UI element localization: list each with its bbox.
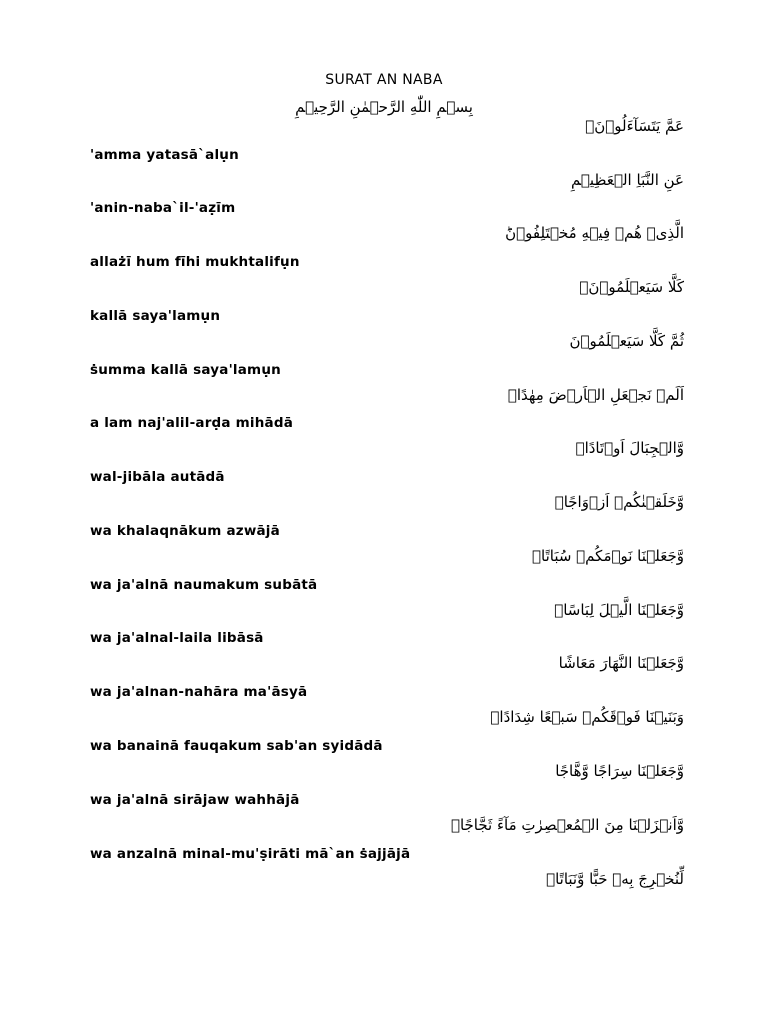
verse-arabic: اَلَمۡ نَجۡعَلِ الۡاَرۡضَ مِهٰدًاۙ [507,386,684,404]
verse-arabic: وَّاَنۡزَلۡنَا مِنَ الۡمُعۡصِرٰتِ مَآءً ثَجَّاجًاۙ [450,816,684,834]
verse-arabic: وَّجَعَلۡنَا نَوۡمَكُمۡ سُبَاتًاۙ [532,547,684,565]
verse-arabic: لِّنُخۡرِجَ بِهٖ حَبًّا وَّنَبَاتًاۙ [546,870,684,888]
verse-latin: wa ja'alnā sirājaw wahhājā [90,792,300,808]
verse-latin: wa ja'alnan-nahāra ma'āsyā [90,684,308,700]
verse-arabic: كَلَّا سَيَعۡلَمُوۡنَۙ [579,278,684,296]
verse-latin: ṡumma kallā saya'lamụn [90,362,281,378]
verse-latin: 'amma yatasā`alụn [90,147,239,163]
verse-arabic: وَّخَلَقۡنٰكُمۡ اَزۡوَاجًاۙ [554,493,684,511]
verse-arabic: وَّالۡجِبَالَ اَوۡتَادًاۙ [575,439,684,457]
verse-latin: wa ja'alnā naumakum subātā [90,577,318,593]
verse-latin: kallā saya'lamụn [90,308,221,324]
verse-latin: wa khalaqnākum azwājā [90,523,280,539]
verse-arabic: وَّجَعَلۡنَا النَّهَارَ مَعَاشًا [558,654,684,672]
verse-latin: 'anin-naba`il-'aẓīm [90,200,236,216]
verse-arabic: الَّذِىۡ هُمۡ فِيۡهِ مُخۡتَلِفُوۡنَؕ [505,224,684,242]
verse-arabic: وَبَنَيۡنَا فَوۡقَكُمۡ سَبۡعًا شِدَادًاۙ [490,708,684,726]
verse-arabic: وَّجَعَلۡنَا سِرَاجًا وَّهَّاجًا [555,762,684,780]
verse-latin: a lam naj'alil-arḍa mihādā [90,415,294,431]
verse-arabic: ثُمَّ كَلَّا سَيَعۡلَمُوۡنَ [569,332,684,350]
document-title: SURAT AN NABA [325,72,443,88]
verse-arabic: عَنِ النَّبَاِ الۡعَظِيۡمِ [570,171,684,189]
verse-arabic: عَمَّ يَتَسَآءَلُوۡنَۚ [585,117,684,135]
basmala: بِسۡمِ اللّٰهِ الرَّحۡمٰنِ الرَّحِيۡمِ [295,98,473,116]
verse-latin: wa banainā fauqakum sab'an syidādā [90,738,383,754]
verse-arabic: وَّجَعَلۡنَا الَّيۡلَ لِبَاسًاۙ [554,601,684,619]
verse-latin: wal-jibāla autādā [90,469,225,485]
verse-latin: allażī hum fīhi mukhtalifụn [90,254,300,270]
verse-latin: wa anzalnā minal-mu'ṣirāti mā`an ṡajjājā [90,846,411,862]
verse-latin: wa ja'alnal-laila libāsā [90,630,264,646]
